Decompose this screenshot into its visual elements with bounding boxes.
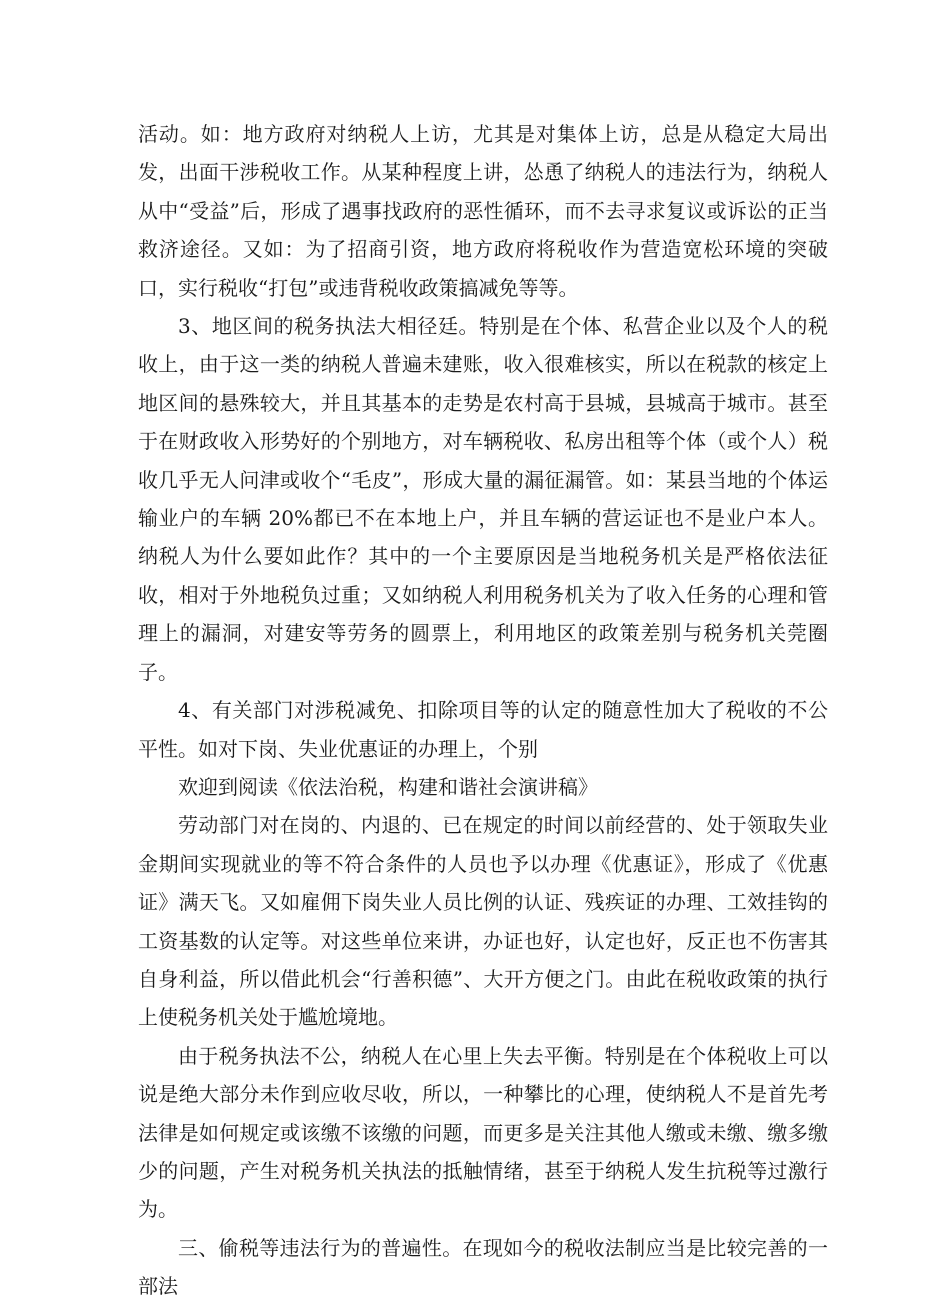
paragraph: 三、偷税等违法行为的普遍性。在现如今的税收法制应当是比较完善的一部法 [138, 1235, 828, 1299]
paragraph: 3、地区间的税务执法大相径廷。特别是在个体、私营企业以及个人的税收上，由于这一类的纳税人普遍未建账，收入很难核实，所以在税款的核定上地区间的悬殊较大，并且其基本的走势是农村高于县城，县城高于城市。甚至于在财政收入形势好的个别地方，对车辆税收、私房出租等个体（或个人）税收几乎无人问津或收个“毛皮”，形成大量的漏征漏管。如：某县当地的个体运输业户的车辆 20%都已不在本地上户，并且车辆的营运证也不是业户本人。纳税人为什么要如此作？其中的一个主要原因是当地税务机关是严格依法征收，相对于外地税负过重；又如纳税人利用税务机关为了收入任务的心理和管理上的漏洞，对建安等劳务的圆票上，利用地区的政策差别与税务机关莞圈子。 [138, 314, 828, 684]
paragraph: 活动。如：地方政府对纳税人上访，尤其是对集体上访，总是从稳定大局出发，出面干涉税收工作。从某种程度上讲，怂恿了纳税人的违法行为，纳税人从中“受益”后，形成了遇事找政府的恶性循环，而不去寻求复议或诉讼的正当救济途径。又如：为了招商引资，地方政府将税收作为营造宽松环境的突破口，实行税收“打包”或违背税收政策搞减免等等。 [138, 122, 828, 300]
paragraph: 由于税务执法不公，纳税人在心里上失去平衡。特别是在个体税收上可以说是绝大部分未作到应收尽收，所以，一种攀比的心理，使纳税人不是首先考法律是如何规定或该缴不该缴的问题，而更多是关注其他人缴或未缴、缴多缴少的问题，产生对税务机关执法的抵触情绪，甚至于纳税人发生抗税等过激行为。 [138, 1043, 828, 1222]
paragraph: 劳动部门对在岗的、内退的、已在规定的时间以前经营的、处于领取失业金期间实现就业的等不符合条件的人员也予以办理《优惠证》，形成了《优惠证》满天飞。又如雇佣下岗失业人员比例的认证、残疾证的办理、工效挂钩的工资基数的认定等。对这些单位来讲，办证也好，认定也好，反正也不伤害其自身利益，所以借此机会“行善积德”、大开方便之门。由此在税收政策的执行上使税务机关处于尴尬境地。 [138, 813, 828, 1030]
paragraph: 4、有关部门对涉税减免、扣除项目等的认定的随意性加大了税收的不公平性。如对下岗、失业优惠证的办理上，个别 [138, 698, 828, 761]
document-body [138, 115, 828, 1306]
paragraph: 欢迎到阅读《依法治税，构建和谐社会演讲稿》 [178, 774, 598, 799]
